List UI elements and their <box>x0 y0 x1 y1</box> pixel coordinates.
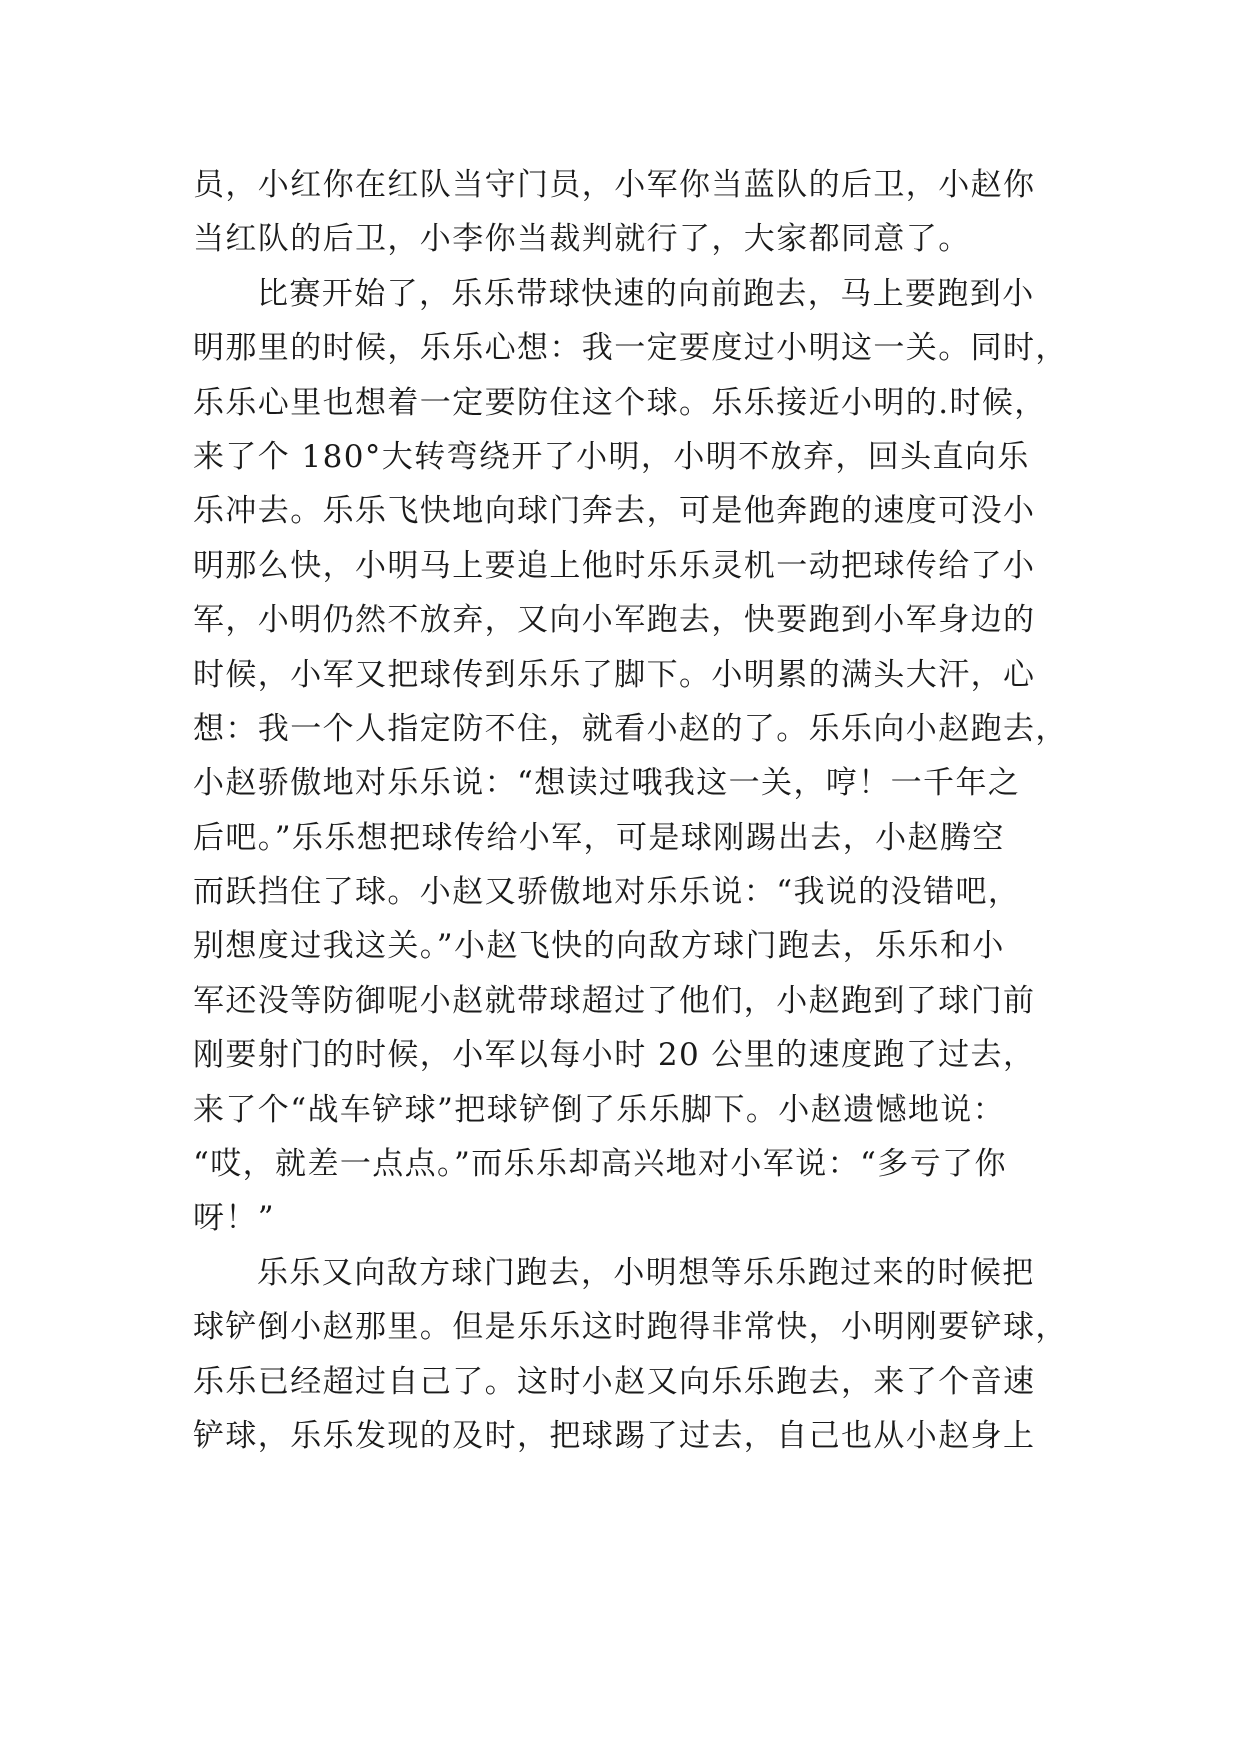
text-line: 呀！” <box>193 1200 276 1237</box>
text-line: 乐乐已经超过自己了。这时小赵又向乐乐跑去，来了个音速 <box>193 1363 1036 1400</box>
text-line: 明那么快，小明马上要追上他时乐乐灵机一动把球传给了小 <box>193 547 1036 584</box>
body-text <box>193 158 1068 1463</box>
text-line: 别想度过我这关。”小赵飞快的向敌方球门跑去，乐乐和小 <box>193 928 1005 965</box>
paragraph-2 <box>193 267 1068 1246</box>
text-line: 想：我一个人指定防不住，就看小赵的了。乐乐向小赵跑去， <box>193 710 1068 747</box>
text-line: 乐冲去。乐乐飞快地向球门奔去，可是他奔跑的速度可没小 <box>193 493 1036 530</box>
text-line: 比赛开始了，乐乐带球快速的向前跑去，马上要跑到小 <box>257 275 1035 312</box>
text-line: 乐乐又向敌方球门跑去，小明想等乐乐跑过来的时候把 <box>257 1254 1035 1291</box>
text-line: 时候，小军又把球传到乐乐了脚下。小明累的满头大汗，心 <box>193 656 1036 693</box>
text-line: 后吧。”乐乐想把球传给小军，可是球刚踢出去，小赵腾空 <box>193 819 1005 856</box>
text-line: 军还没等防御呢小赵就带球超过了他们，小赵跑到了球门前 <box>193 982 1036 1019</box>
paragraph-3 <box>193 1246 1068 1464</box>
text-line: 军，小明仍然不放弃，又向小军跑去，快要跑到小军身边的 <box>193 602 1036 639</box>
text-line: 刚要射门的时候，小军以每小时 20 公里的速度跑了过去， <box>193 1037 1036 1074</box>
text-line: 乐乐心里也想着一定要防住这个球。乐乐接近小明的.时候， <box>193 384 1047 421</box>
text-line: 球铲倒小赵那里。但是乐乐这时跑得非常快，小明刚要铲球， <box>193 1309 1068 1346</box>
text-line: 当红队的后卫，小李你当裁判就行了，大家都同意了。 <box>193 221 971 258</box>
text-line: 来了个“战车铲球”把球铲倒了乐乐脚下。小赵遗憾地说： <box>193 1091 1006 1128</box>
text-line: 明那里的时候，乐乐心想：我一定要度过小明这一关。同时， <box>193 330 1068 367</box>
text-line: “哎，就差一点点。”而乐乐却高兴地对小军说：“多亏了你 <box>193 1146 1007 1183</box>
text-line: 铲球，乐乐发现的及时，把球踢了过去，自己也从小赵身上 <box>193 1417 1036 1454</box>
text-line: 而跃挡住了球。小赵又骄傲地对乐乐说：“我说的没错吧， <box>193 874 1021 911</box>
text-line: 小赵骄傲地对乐乐说：“想读过哦我这一关，哼！一千年之 <box>193 765 1021 802</box>
paragraph-1 <box>193 158 1053 267</box>
text-line: 员，小红你在红队当守门员，小军你当蓝队的后卫，小赵你 <box>193 167 1036 203</box>
text-line: 来了个 180°大转弯绕开了小明，小明不放弃，回头直向乐 <box>193 438 1030 475</box>
